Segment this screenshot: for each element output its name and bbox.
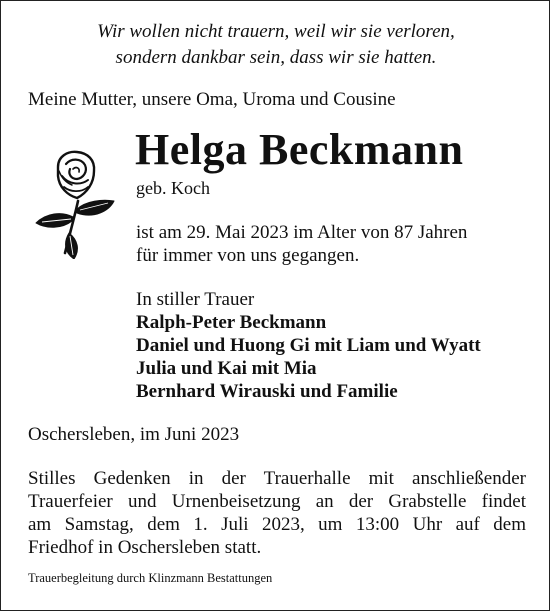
mourner-name: Julia und Kai mit Mia (136, 358, 317, 379)
mourner-name: Ralph-Peter Beckmann (136, 312, 327, 333)
intro-text: Meine Mutter, unsere Oma, Uroma und Cousine (28, 89, 396, 110)
rose-icon (28, 149, 123, 259)
mourners-block (136, 288, 481, 403)
death-line: ist am 29. Mai 2023 im Alter von 87 Jahren (136, 222, 468, 243)
mourner-name: Bernhard Wirauski und Familie (136, 381, 398, 402)
service-line: Friedhof in Oschersleben statt. (28, 537, 262, 558)
deceased-name: Helga Beckmann (135, 125, 464, 174)
mourner-name: Daniel und Huong Gi mit Liam und Wyatt (136, 335, 481, 356)
funeral-home-credit: Trauerbegleitung durch Klinzmann Bestattungen (28, 571, 273, 585)
birth-name: geb. Koch (136, 178, 210, 198)
place-date: Oschersleben, im Juni 2023 (28, 424, 240, 445)
service-line: Trauerfeier und Urnenbeisetzung an der Grabstelle findet (28, 491, 526, 512)
memorial-quote (1, 19, 550, 71)
death-announcement (136, 221, 467, 267)
death-line: für immer von uns gegangen. (136, 245, 360, 266)
quote-line: Wir wollen nicht trauern, weil wir sie verloren, (97, 21, 455, 42)
quote-line: sondern dankbar sein, dass wir sie hatten. (115, 47, 437, 68)
service-line: am Samstag, dem 1. Juli 2023, um 13:00 Uhr auf dem (28, 514, 526, 535)
service-line: Stilles Gedenken in der Trauerhalle mit anschließender (28, 468, 526, 489)
service-details (28, 467, 526, 559)
mourning-lead: In stiller Trauer (136, 289, 255, 310)
